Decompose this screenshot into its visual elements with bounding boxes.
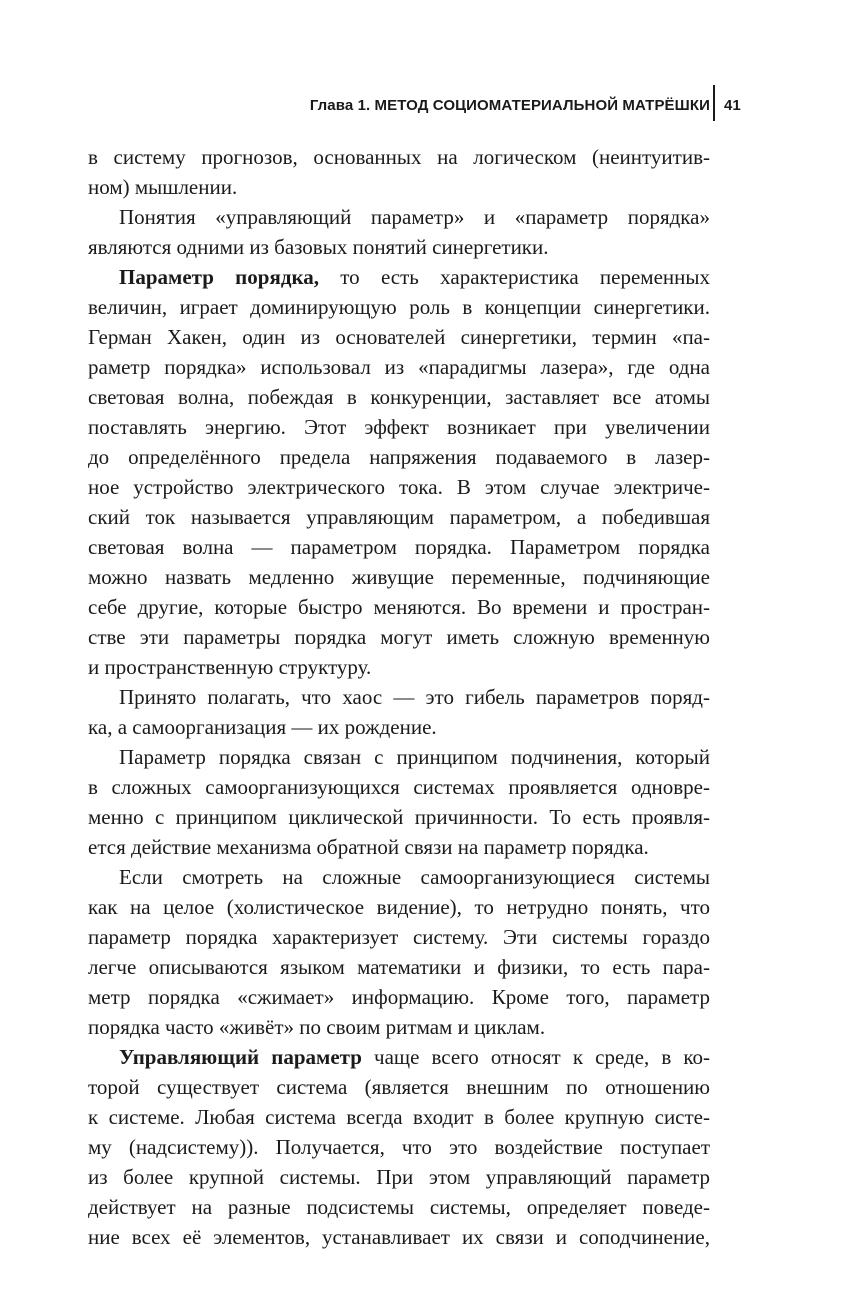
text-line	[88, 802, 710, 832]
line-text: в сложных самоорганизующихся системах проявляется одновре-	[88, 775, 710, 799]
text-line	[88, 382, 710, 412]
line-text: легче описываются языком математики и физики, то есть пара-	[88, 955, 710, 979]
text-line	[88, 652, 710, 682]
line-text: му (надсистему)). Получается, что это воздействие поступает	[88, 1135, 710, 1159]
paragraph	[88, 142, 710, 202]
text-line	[88, 742, 710, 772]
text-line	[88, 1012, 710, 1042]
text-line	[88, 172, 710, 202]
line-text: ется действие механизма обратной связи на параметр порядка.	[88, 835, 649, 859]
text-line	[88, 232, 710, 262]
text-line	[88, 1162, 710, 1192]
text-line	[88, 922, 710, 952]
text-line	[88, 622, 710, 652]
line-text: Принято полагать, что хаос — это гибель параметров поряд-	[119, 685, 710, 709]
text-line	[88, 202, 710, 232]
line-text: чаще всего относят к среде, в ко-	[361, 1045, 711, 1069]
line-text: поставлять энергию. Этот эффект возникает при увеличении	[88, 415, 710, 439]
line-text: ка, а самоорганизация — их рождение.	[88, 715, 437, 739]
line-text: можно назвать медленно живущие переменные, подчиняющие	[88, 565, 710, 589]
body-text	[88, 142, 710, 1252]
paragraph	[88, 682, 710, 742]
text-line	[88, 292, 710, 322]
line-text: метр порядка «сжимает» информацию. Кроме того, параметр	[88, 985, 710, 1009]
line-text: стве эти параметры порядка могут иметь сложную временную	[88, 625, 710, 649]
page-number: 41	[724, 97, 741, 114]
text-line	[88, 1072, 710, 1102]
paragraph	[88, 862, 710, 1042]
text-line	[88, 682, 710, 712]
line-text: и пространственную структуру.	[88, 655, 372, 679]
line-text: световая волна, побеждая в конкуренции, заставляет все атомы	[88, 385, 710, 409]
line-text: величин, играет доминирующую роль в концепции синергетики.	[88, 295, 710, 319]
line-text: порядка часто «живёт» по своим ритмам и циклам.	[88, 1015, 546, 1039]
text-line	[88, 592, 710, 622]
text-line	[88, 262, 710, 292]
text-line	[88, 832, 710, 862]
text-line	[88, 892, 710, 922]
line-text: менно с принципом циклической причинности. То есть проявля-	[88, 805, 710, 829]
line-text: к системе. Любая система всегда входит в более крупную систе-	[88, 1105, 710, 1129]
line-text: Параметр порядка связан с принципом подчинения, который	[119, 745, 710, 769]
header-divider	[713, 85, 715, 121]
line-text: как на целое (холистическое видение), то нетрудно понять, что	[88, 895, 710, 919]
text-line	[88, 352, 710, 382]
text-line	[88, 1042, 710, 1072]
line-text: параметр порядка характеризует систему. Эти системы гораздо	[88, 925, 710, 949]
line-text: в систему прогнозов, основанных на логическом (неинтуитив-	[88, 145, 710, 169]
line-text: являются одними из базовых понятий синергетики.	[88, 235, 549, 259]
line-text: до определённого предела напряжения подаваемого в лазер-	[88, 445, 710, 469]
bold-term: Параметр порядка,	[119, 265, 319, 289]
text-line	[88, 712, 710, 742]
text-line	[88, 982, 710, 1012]
line-text: световая волна — параметром порядка. Параметром порядка	[88, 535, 710, 559]
text-line	[88, 1192, 710, 1222]
line-text: ном) мышлении.	[88, 175, 238, 199]
text-line	[88, 862, 710, 892]
text-line	[88, 142, 710, 172]
paragraph	[88, 202, 710, 262]
text-line	[88, 472, 710, 502]
line-text: торой существует система (является внешним по отношению	[88, 1075, 710, 1099]
line-text: себе другие, которые быстро меняются. Во времени и простран-	[88, 595, 710, 619]
line-text: Понятия «управляющий параметр» и «параметр порядка»	[119, 205, 710, 229]
line-text: ние всех её элементов, устанавливает их связи и соподчинение,	[88, 1225, 710, 1249]
text-line	[88, 562, 710, 592]
text-line	[88, 1132, 710, 1162]
text-line	[88, 442, 710, 472]
text-line	[88, 952, 710, 982]
text-line	[88, 532, 710, 562]
text-line	[88, 1222, 710, 1252]
text-line	[88, 322, 710, 352]
line-text: ский ток называется управляющим параметром, а победившая	[88, 505, 710, 529]
line-text: действует на разные подсистемы системы, определяет поведе-	[88, 1195, 710, 1219]
paragraph	[88, 1042, 710, 1252]
running-head: Глава 1. МЕТОД СОЦИОМАТЕРИАЛЬНОЙ МАТРЁШКИ	[309, 97, 710, 114]
paragraph	[88, 262, 710, 682]
line-text: Если смотреть на сложные самоорганизующиеся системы	[119, 865, 710, 889]
bold-term: Управляющий параметр	[119, 1045, 362, 1069]
text-line	[88, 502, 710, 532]
line-text: ное устройство электрического тока. В этом случае электриче-	[88, 475, 710, 499]
text-line	[88, 772, 710, 802]
line-text: то есть характеристика переменных	[318, 265, 710, 289]
line-text: Герман Хакен, один из основателей синергетики, термин «па-	[88, 325, 710, 349]
line-text: из более крупной системы. При этом управляющий параметр	[88, 1165, 710, 1189]
text-line	[88, 1102, 710, 1132]
paragraph	[88, 742, 710, 862]
text-line	[88, 412, 710, 442]
line-text: раметр порядка» использовал из «парадигмы лазера», где одна	[88, 355, 710, 379]
